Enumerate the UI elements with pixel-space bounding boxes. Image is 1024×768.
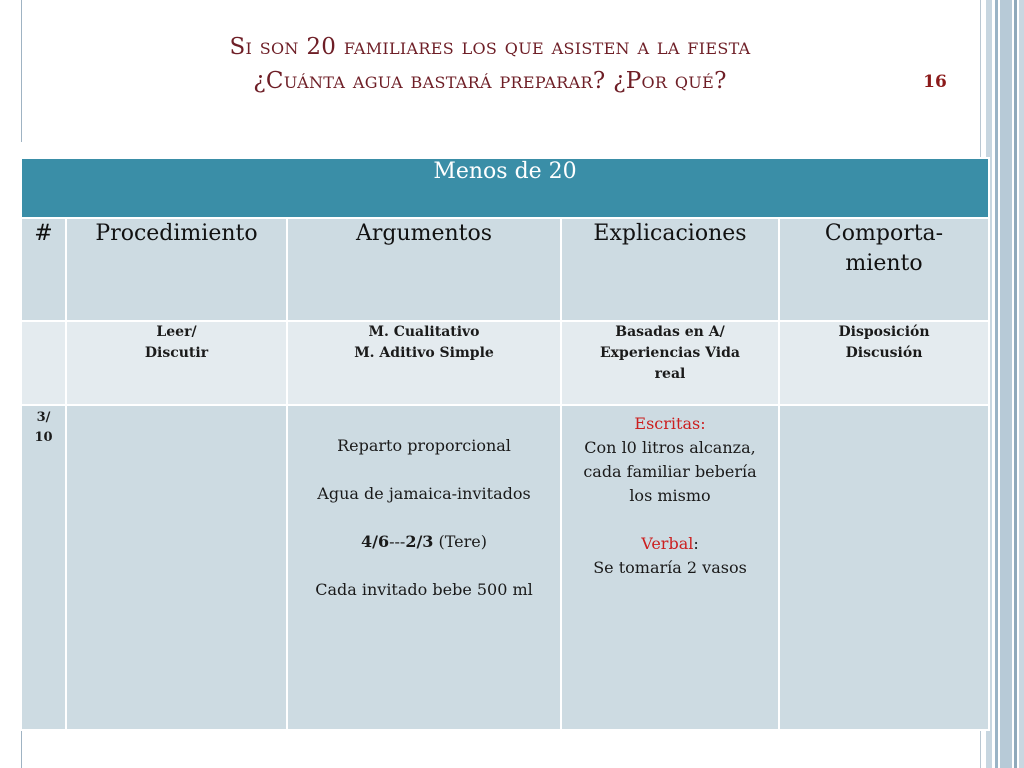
- verbal-label-line: [562, 532, 778, 556]
- category-argumentos: [287, 321, 561, 405]
- table-row: [21, 405, 989, 730]
- column-header-argumentos: Argumentos: [287, 218, 561, 321]
- category-num: [21, 321, 66, 405]
- verbal-colon: :: [693, 534, 699, 553]
- category-explicaciones-line: real: [654, 366, 686, 382]
- row-comportamiento: [779, 405, 989, 730]
- category-comportamiento: [779, 321, 989, 405]
- row-explicaciones: [561, 405, 779, 730]
- verbal-label: Verbal: [641, 534, 694, 553]
- column-header-procedimiento: Procedimiento: [66, 218, 287, 321]
- argumentos-fraction-line: [288, 530, 560, 554]
- escritas-line: los mismo: [629, 486, 711, 505]
- column-header-comportamiento: [779, 218, 989, 321]
- category-row: [21, 321, 989, 405]
- category-argumentos-line: M. Cualitativo: [368, 324, 480, 340]
- fraction-name: (Tere): [433, 532, 488, 551]
- title-line-1: Si son 20 familiares los que asisten a la fiesta: [229, 34, 751, 60]
- column-header-comportamiento-label: Comporta- miento: [824, 221, 944, 276]
- category-procedimiento-line: Leer/: [156, 324, 197, 340]
- row-num: [21, 405, 66, 730]
- title-line-2: ¿Cuánta agua bastará preparar? ¿Por qué?: [253, 68, 727, 94]
- row-argumentos: [287, 405, 561, 730]
- slide-title: [60, 30, 920, 98]
- category-argumentos-line: M. Aditivo Simple: [354, 345, 494, 361]
- decorative-side-bars: [986, 0, 1024, 768]
- category-procedimiento: [66, 321, 287, 405]
- row-procedimiento: [66, 405, 287, 730]
- row-num-line: 10: [34, 430, 53, 445]
- category-procedimiento-line: Discutir: [144, 345, 209, 361]
- row-num-line: 3/: [36, 410, 51, 425]
- table-header-title: Menos de 20: [21, 158, 989, 218]
- slide-number: 16: [923, 72, 947, 92]
- fraction-sep: ---: [389, 532, 406, 551]
- argumentos-line: Agua de jamaica-invitados: [317, 484, 531, 503]
- argumentos-line: Reparto proporcional: [337, 436, 511, 455]
- column-header-row: [21, 218, 989, 321]
- results-table: [20, 157, 990, 731]
- category-explicaciones-line: Basadas en A/: [615, 324, 725, 340]
- fraction-a: 4/6: [360, 532, 390, 551]
- escritas-line: cada familiar bebería: [583, 462, 757, 481]
- argumentos-line: Cada invitado bebe 500 ml: [315, 580, 533, 599]
- column-header-explicaciones: Explicaciones: [561, 218, 779, 321]
- category-comportamiento-line: Disposición: [838, 324, 930, 340]
- column-header-num: #: [21, 218, 66, 321]
- frame-line-left-top: [21, 0, 22, 142]
- table-header-row: [21, 158, 989, 218]
- fraction-b: 2/3: [405, 532, 434, 551]
- category-explicaciones-line: Experiencias Vida: [600, 345, 740, 361]
- escritas-line: Con l0 litros alcanza,: [584, 438, 756, 457]
- verbal-line: Se tomaría 2 vasos: [593, 558, 747, 577]
- category-comportamiento-line: Discusión: [845, 345, 923, 361]
- category-explicaciones: [561, 321, 779, 405]
- escritas-label: Escritas:: [634, 414, 706, 433]
